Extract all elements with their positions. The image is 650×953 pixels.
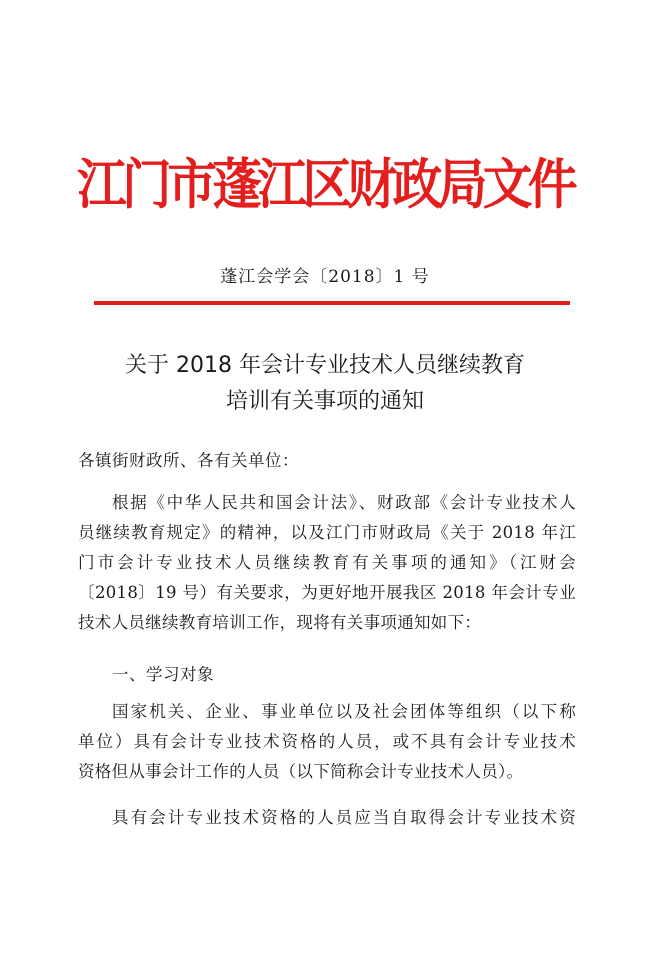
paragraph-line: 〔2018〕19 号）有关要求，为更好地开展我区 2018 年会计专业 [78, 583, 576, 602]
document-number: 蓬江会学会〔2018〕1 号 [220, 267, 430, 287]
issuing-authority-title: 江门市蓬江区财政局文件 [77, 152, 573, 216]
paragraph-line: 具有会计专业技术资格的人员应当自取得会计专业技术资 [112, 808, 576, 827]
paragraph-line: 资格但从事会计工作的人员（以下简称会计专业技术人员）。 [78, 762, 524, 781]
paragraph-qualified-personnel [78, 803, 576, 833]
paragraph-line: 根据《中华人民共和国会计法》、财政部《会计专业技术人 [112, 493, 576, 512]
notice-title-line-1: 关于 2018 年会计专业技术人员继续教育 [125, 353, 525, 378]
notice-title [60, 348, 590, 420]
paragraph-line: 门市会计专业技术人员继续教育有关事项的通知》（江财会 [78, 553, 576, 572]
notice-title-line-2: 培训有关事项的通知 [225, 389, 424, 414]
paragraph-line: 国家机关、企业、事业单位以及社会团体等组织（以下称 [112, 702, 576, 721]
paragraph-intro [78, 488, 576, 638]
paragraph-line: 技术人员继续教育培训工作，现将有关事项通知如下： [78, 613, 482, 632]
red-divider-line [94, 301, 570, 305]
section-heading-learning-targets: 一、学习对象 [112, 665, 214, 684]
paragraph-line: 员继续教育规定》的精神，以及江门市财政局《关于 2018 年江 [78, 523, 576, 542]
paragraph-line: 单位）具有会计专业技术资格的人员，或不具有会计专业技术 [78, 732, 576, 751]
salutation: 各镇街财政所、各有关单位： [78, 451, 299, 470]
paragraph-targets [78, 697, 576, 787]
